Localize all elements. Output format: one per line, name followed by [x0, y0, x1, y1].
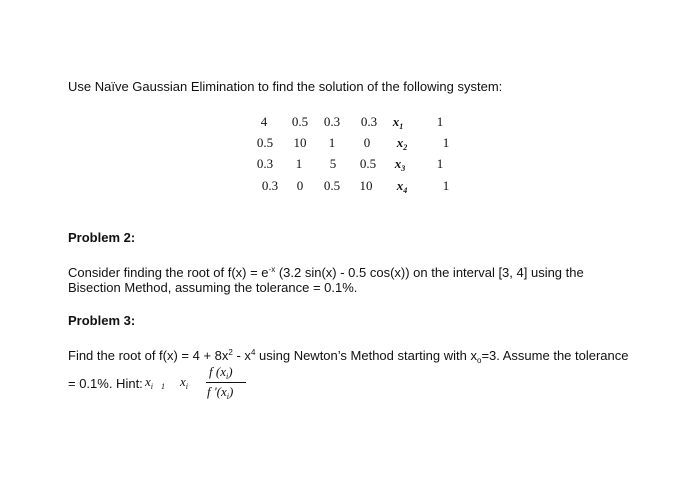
rhs-cell: 1 [442, 178, 450, 193]
formula-denominator: f '$(x_i)$ [207, 384, 234, 401]
formula-numerator: f $(x_i)$ [209, 364, 233, 381]
matrix-cell: 0.5 [256, 135, 274, 150]
matrix-cell: 0.3 [261, 178, 279, 193]
rhs-cell: 1 [442, 135, 450, 150]
rhs-cell: 1 [436, 114, 444, 129]
matrix-cell: 4 [260, 114, 268, 129]
matrix-cell: 0.3 [256, 156, 274, 171]
variable-x4: $x_4$ [396, 178, 408, 195]
problem-2-line-1: Consider finding the root of $f(x) = e^{-x}$ (3.2 sin(x) - 0.5 cos(x)) on the interval [3, 4] using the [68, 265, 584, 280]
variable-x3: $x_3$ [394, 156, 406, 173]
matrix-cell: 1 [328, 135, 336, 150]
formula-lhs: $x_{i 1}$ [145, 374, 169, 391]
matrix-cell: 10 [293, 135, 307, 150]
rhs-cell: 1 [436, 156, 444, 171]
problem-3-line-2: = 0.1%. Hint: [68, 376, 143, 391]
intro-text: Use Naïve Gaussian Elimination to find the solution of the following system: [68, 79, 503, 94]
variable-x1: $x_1$ [392, 114, 404, 131]
problem-2-heading: Problem 2: [68, 230, 136, 245]
matrix-cell: 1 [295, 156, 303, 171]
fraction-bar [206, 382, 246, 383]
formula-xi: $x_i$ [180, 374, 189, 391]
problem-3-line-1: Find the root of $f(x) = 4 + 8x^2 - x^4$ using Newton’s Method starting with $x_o=3$. Assume the tolerance [68, 348, 629, 365]
problem-2-line-2: Bisection Method, assuming the tolerance = 0.1%. [68, 280, 358, 295]
matrix-cell: 10 [359, 178, 373, 193]
variable-x2: $x_2$ [396, 135, 408, 152]
matrix-cell: 0.5 [291, 114, 309, 129]
problem-3-heading: Problem 3: [68, 313, 136, 328]
matrix-cell: 0 [296, 178, 304, 193]
matrix-cell: 0.5 [323, 178, 341, 193]
matrix-cell: 0.3 [323, 114, 341, 129]
matrix-cell: 0 [363, 135, 371, 150]
matrix-cell: 5 [329, 156, 337, 171]
matrix-cell: 0.3 [360, 114, 378, 129]
matrix-cell: 0.5 [359, 156, 377, 171]
